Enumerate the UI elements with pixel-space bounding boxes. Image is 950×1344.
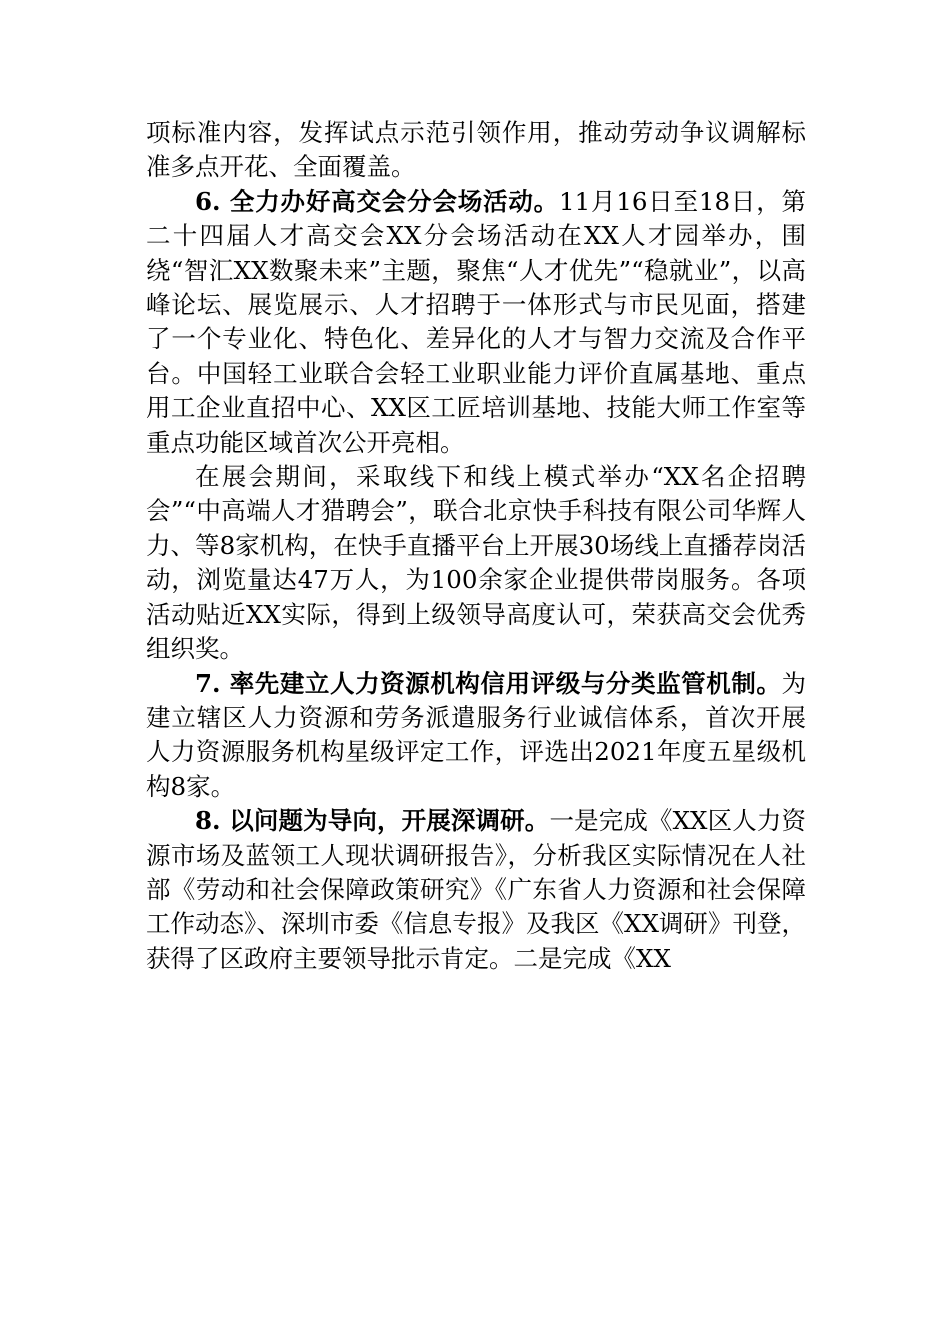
paragraph-heading: 6. 全力办好高交会分会场活动。 bbox=[195, 186, 559, 216]
paragraph-expo-details bbox=[146, 460, 806, 666]
paragraph-item-7 bbox=[146, 667, 806, 805]
document-body bbox=[146, 116, 806, 976]
paragraph-heading: 8. 以问题为导向，开展深调研。 bbox=[195, 806, 550, 836]
paragraph-text: 11月16日至18日，第二十四届人才高交会XX分会场活动在XX人才园举办，围绕“智汇XX数聚未来”主题，聚焦“人才优先”“稳就业”，以高峰论坛、展览展示、人才招聘于一体形式与市民见面，搭建了一个专业化、特色化、差异化的人才与智力交流及合作平台。中国轻工业联合会轻工业职业能力评价直属基地、重点用工企业直招中心、XX区工匠培训基地、技能大师工作室等重点功能区域首次公开亮相。 bbox=[146, 186, 807, 457]
paragraph-text: 为建立辖区人力资源和劳务派遣服务行业诚信体系，首次开展人力资源服务机构星级评定工作，评选出2021年度五星级机构8家。 bbox=[146, 668, 806, 801]
paragraph-item-6 bbox=[146, 185, 806, 460]
paragraph-text: 项标准内容，发挥试点示范引领作用，推动劳动争议调解标准多点开花、全面覆盖。 bbox=[146, 118, 806, 182]
paragraph-item-8 bbox=[146, 804, 806, 976]
paragraph-text: 一是完成《XX区人力资源市场及蓝领工人现状调研报告》，分析我区实际情况在人社部《劳动和社会保障政策研究》《广东省人力资源和社会保障工作动态》、深圳市委《信息专报》及我区《XX调研》刊登，获得了区政府主要领导批示肯定。二是完成《XX bbox=[146, 806, 806, 973]
paragraph-continuation bbox=[146, 116, 806, 185]
paragraph-heading: 7. 率先建立人力资源机构信用评级与分类监管机制。 bbox=[195, 668, 782, 698]
paragraph-text: 在展会期间，采取线下和线上模式举办“XX名企招聘会”“中高端人才猎聘会”，联合北京快手科技有限公司华辉人力、等8家机构，在快手直播平台上开展30场线上直播荐岗活动，浏览量达47万人，为100余家企业提供带岗服务。各项活动贴近XX实际，得到上级领导高度认可，荣获高交会优秀组织奖。 bbox=[146, 462, 806, 664]
